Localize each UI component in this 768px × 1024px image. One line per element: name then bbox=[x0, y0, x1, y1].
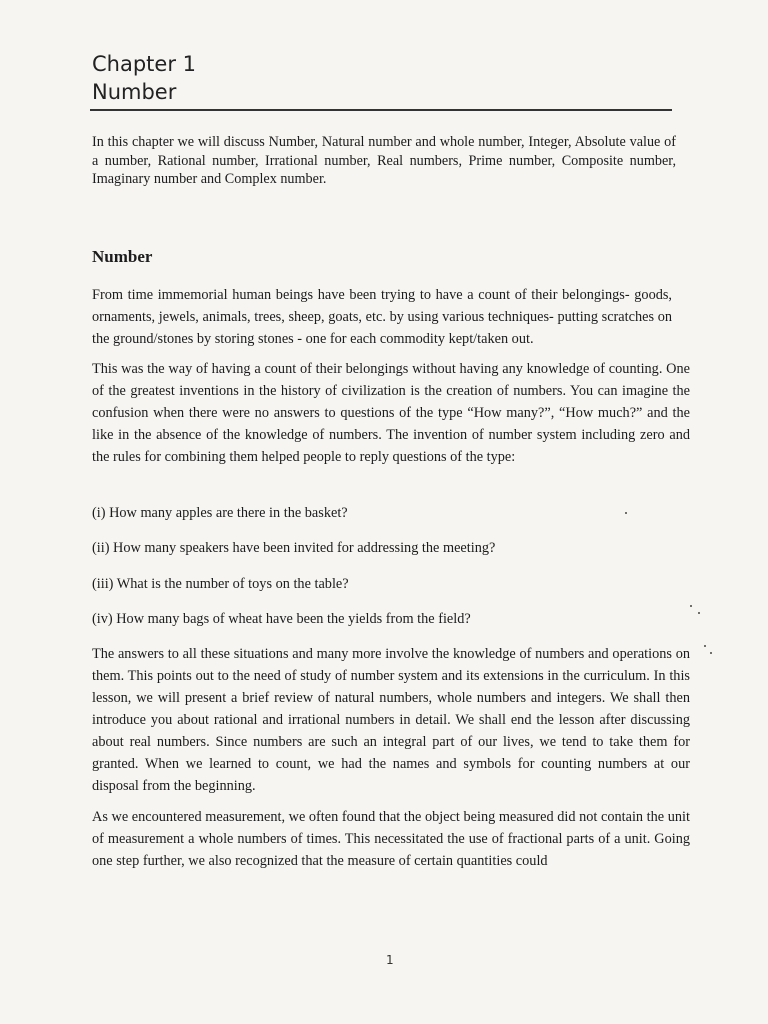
paragraph-text: The answers to all these situations and many more involve the knowledge of numbers and operations on them. This points out to the need of study of number system and its extensions in the curriculum. In this lesson, we will present a brief review of natural numbers, whole numbers and integers. We shall then introduce you about rational and irrational numbers in detail. We shall end the lesson after discussing about real numbers. Since numbers are such an integral part of our lives, we tend to take them for granted. When we learned to count, we had the names and symbols for counting numbers at our disposal from the beginning. bbox=[92, 646, 690, 794]
page-number: 1 bbox=[386, 953, 394, 967]
question-2: (ii) How many speakers have been invited for addressing the meeting? bbox=[92, 540, 496, 556]
chapter-title: Number bbox=[92, 80, 177, 104]
scan-speck bbox=[710, 652, 712, 654]
chapter-heading bbox=[92, 50, 196, 106]
scan-speck bbox=[698, 612, 700, 614]
heading-divider bbox=[90, 109, 672, 111]
paragraph-text: As we encountered measurement, we often found that the object being measured did not contain the unit of measurement a whole numbers of times. This necessitated the use of fractional parts of a unit. Going one step further, we also recognized that the measure of certain quantities could bbox=[92, 809, 690, 869]
question-1: (i) How many apples are there in the basket? bbox=[92, 505, 348, 521]
scan-speck bbox=[690, 605, 692, 607]
chapter-label: Chapter 1 bbox=[92, 52, 196, 76]
paragraph-text: This was the way of having a count of their belongings without having any knowledge of counting. One of the greatest inventions in the history of civilization is the creation of numbers. You can imagine the confusion when there were no answers to questions of the type “How many?”, “How much?” and the like in the absence of the knowledge of numbers. The invention of number system including zero and the rules for combining them helped people to reply questions of the type: bbox=[92, 361, 690, 465]
paragraph-4 bbox=[92, 806, 690, 872]
question-3: (iii) What is the number of toys on the table? bbox=[92, 576, 349, 592]
paragraph-2 bbox=[92, 358, 690, 468]
paragraph-3 bbox=[92, 643, 690, 797]
section-title: Number bbox=[92, 247, 153, 266]
question-4: (iv) How many bags of wheat have been the yields from the field? bbox=[92, 611, 471, 627]
paragraph-1 bbox=[92, 284, 672, 350]
chapter-intro: In this chapter we will discuss Number, Natural number and whole number, Integer, Absolute value of a number, Rational number, Irrational number, Real numbers, Prime number, Composite number, Imaginary number and Complex number. bbox=[92, 134, 676, 187]
paragraph-text: From time immemorial human beings have been trying to have a count of their belongings- goods, ornaments, jewels, animals, trees, sheep, goats, etc. by using various techniques- putting scratches on the ground/stones by storing stones - one for each commodity kept/taken out. bbox=[92, 287, 672, 347]
scan-speck bbox=[625, 512, 627, 514]
scan-speck bbox=[704, 645, 706, 647]
